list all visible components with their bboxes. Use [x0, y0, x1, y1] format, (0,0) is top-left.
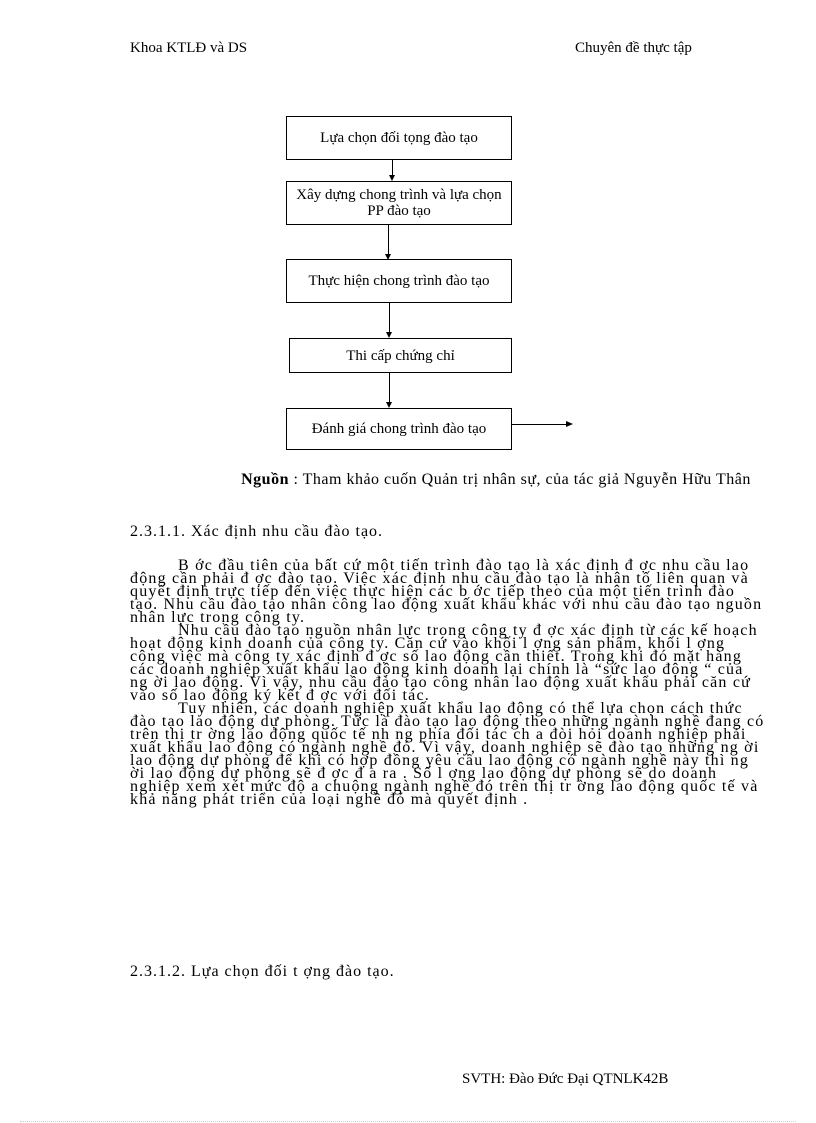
paragraph-3: Tuy nhiên, các doanh nghiệp xuất khẩu lao động có thể lựa chọn cách thức đào tạo lao động dự phòng. Tức là đào tạo lao động theo những ngành nghề đang có trên thị tr ờng lao động quốc tế nh ng phía đối tác ch a đòi hỏi doanh nghiệp phải xuất khẩu lao động có ngành nghề đó. Vì vậy, doanh nghiệp sẽ đào tạo những ng ời lao động dự phòng để khi có hợp đồng yêu cầu lao động có ngành nghề này thì ng ời lao động dự phòng sẽ đ ợc đ a ra . Số l ợng lao động dự phòng sẽ do doanh nghiệp xem xét mức độ a chuộng ngành nghề đó trên thị tr ờng lao động quốc tế và khả năng phát triển của loại nghề đó mà quyết định .	[130, 700, 765, 808]
flow-step-5	[286, 408, 512, 450]
header-left: Khoa KTLĐ và DS	[130, 40, 248, 56]
section-heading-2-3-1-2: 2.3.1.2. Lựa chọn đối t ợng đào tạo.	[130, 963, 395, 980]
flow-step-2	[286, 181, 512, 225]
flow-step-3	[286, 259, 512, 303]
section-heading-2-3-1-1: 2.3.1.1. Xác định nhu cầu đào tạo.	[130, 523, 384, 540]
paragraph-2: Nhu cầu đào tạo nguồn nhân lực trong công ty đ ợc xác định từ các kế hoạch hoạt động kinh doanh của công ty. Căn cứ vào khối l ợng sản phẩm, khối l ợng công việc mà công ty xác định đ ợc số lao động cần thiết. Trong khi đó mặt hàng các doanh nghiệp xuất khẩu lao động kinh doanh lại chính là “sức lao động “ của ng ời lao động. Vì vậy, nhu cầu đào tạo công nhân lao động xuất khẩu phải căn cứ vào số lao động ký kết đ ợc với đối tác.	[130, 622, 758, 704]
flow-step-3-label: Thực hiện chong trình đào tạo	[308, 273, 490, 289]
footer-author: SVTH: Đào Đức Đại QTNLK42B	[462, 1071, 669, 1087]
header-right: Chuyên đề thực tập	[575, 40, 692, 56]
figure-source	[236, 471, 756, 488]
flow-step-4-label: Thi cấp chứng chỉ	[346, 347, 455, 364]
flow-connector-1	[392, 160, 393, 176]
flow-connector-4	[389, 373, 390, 403]
flow-connector-3	[389, 303, 390, 333]
flow-exit-arrow-icon	[566, 421, 573, 427]
flow-step-1-label: Lựa chọn đối tọng đào tạo	[320, 130, 478, 146]
flow-step-2-label: Xây dựng chong trình và lựa chọn PP đào tạo	[296, 187, 502, 219]
source-text: : Tham khảo cuốn Quản trị nhân sự, của tác giả Nguyễn Hữu Thân	[288, 471, 751, 488]
flow-step-4	[289, 338, 512, 373]
paragraph-1: B ớc đầu tiên của bất cứ một tiến trình đào tạo là xác định đ ợc nhu cầu lao động cần phải đ ợc đào tạo. Việc xác định nhu cầu đào tạo là nhân tố liên quan và quyết định trực tiếp đến việc thực hiện các b ớc tiếp theo của một tiến trình đào tạo. Nhu cầu đào tạo nhân công lao động xuất khẩu khác với nhu cầu đào tạo nguồn nhân lực trong công ty.	[130, 557, 763, 626]
flow-exit-line	[512, 424, 568, 425]
page-bottom-divider	[20, 1121, 796, 1122]
source-label: Nguồn	[241, 471, 289, 488]
section-body	[130, 559, 765, 806]
flow-step-1	[286, 116, 512, 160]
flow-connector-2	[388, 225, 389, 255]
flow-step-5-label: Đánh giá chong trình đào tạo	[311, 421, 487, 437]
